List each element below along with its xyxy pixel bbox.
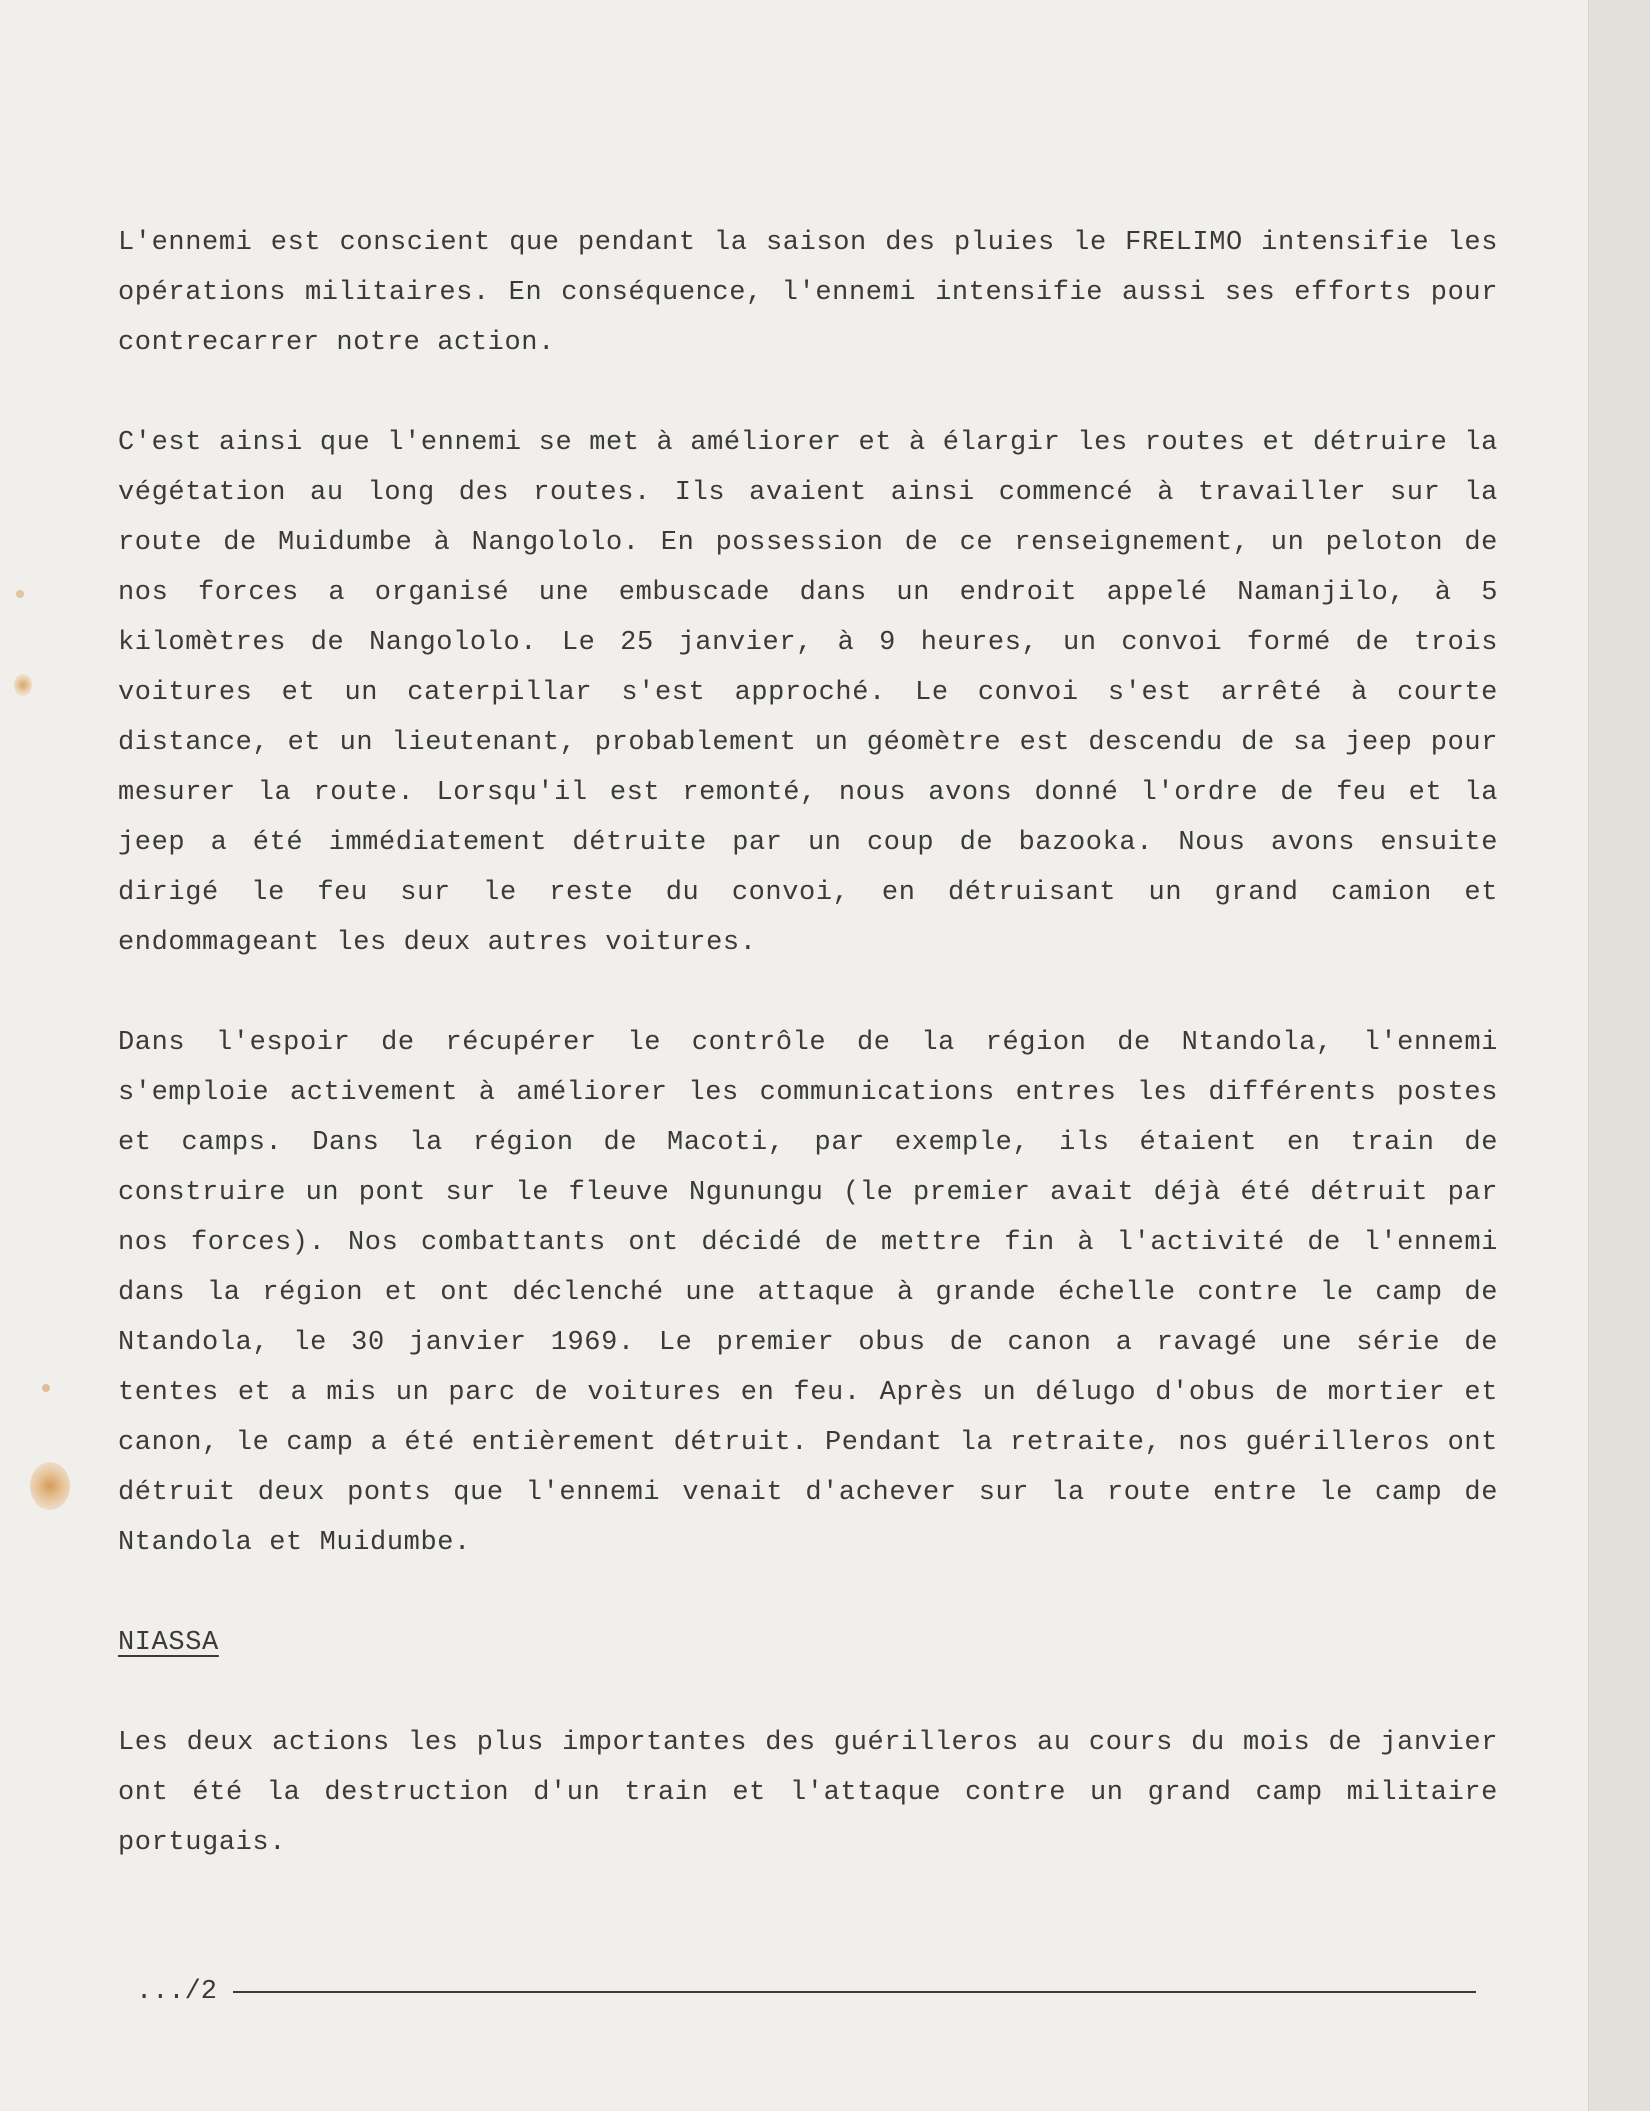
underlying-page-edge — [1588, 0, 1650, 2111]
section-heading: NIASSA — [118, 1628, 219, 1658]
stain-mark — [14, 674, 32, 696]
document-body — [118, 218, 1498, 1918]
footer-rule — [233, 1991, 1476, 1993]
continuation-marker: .../2 — [136, 1977, 218, 2007]
paragraph-2: C'est ainsi que l'ennemi se met à améliorer et à élargir les routes et détruire la végétation au long des routes. Ils avaient ainsi commencé à travailler sur la route de Muidumbe à Nangololo. En possession de ce renseignement, un peloton de nos forces a organisé une embuscade dans un endroit appelé Namanjilo, à 5 kilomètres de Nangololo. Le 25 janvier, à 9 heures, un convoi formé de trois voitures et un caterpillar s'est approché. Le convoi s'est arrêté à courte distance, et un lieutenant, probablement un géomètre est descendu de sa jeep pour mesurer la route. Lorsqu'il est remonté, nous avons donné l'ordre de feu et la jeep a été immédiatement détruite par un coup de bazooka. Nous avons ensuite dirigé le feu sur le reste du convoi, en détruisant un grand camion et endommageant les deux autres voitures. — [118, 428, 1498, 958]
stain-mark — [16, 590, 24, 598]
paragraph-4: Les deux actions les plus importantes des guérilleros au cours du mois de janvier ont été la destruction d'un train et l'attaque contre un grand camp militaire portugais. — [118, 1728, 1498, 1858]
page-footer — [136, 1972, 1476, 2012]
stain-mark — [42, 1384, 50, 1392]
stain-mark — [30, 1462, 70, 1510]
paragraph-3: Dans l'espoir de récupérer le contrôle de la région de Ntandola, l'ennemi s'emploie activement à améliorer les communications entres les différents postes et camps. Dans la région de Macoti, par exemple, ils étaient en train de construire un pont sur le fleuve Ngunungu (le premier avait déjà été détruit par nos forces). Nos combattants ont décidé de mettre fin à l'activité de l'ennemi dans la région et ont déclenché une attaque à grande échelle contre le camp de Ntandola, le 30 janvier 1969. Le premier obus de canon a ravagé une série de tentes et a mis un parc de voitures en feu. Après un délugo d'obus de mortier et canon, le camp a été entièrement détruit. Pendant la retraite, nos guérilleros ont détruit deux ponts que l'ennemi venait d'achever sur la route entre le camp de Ntandola et Muidumbe. — [118, 1028, 1498, 1558]
paragraph-1: L'ennemi est conscient que pendant la saison des pluies le FRELIMO intensifie les opérations militaires. En conséquence, l'ennemi intensifie aussi ses efforts pour contrecarrer notre action. — [118, 228, 1498, 358]
